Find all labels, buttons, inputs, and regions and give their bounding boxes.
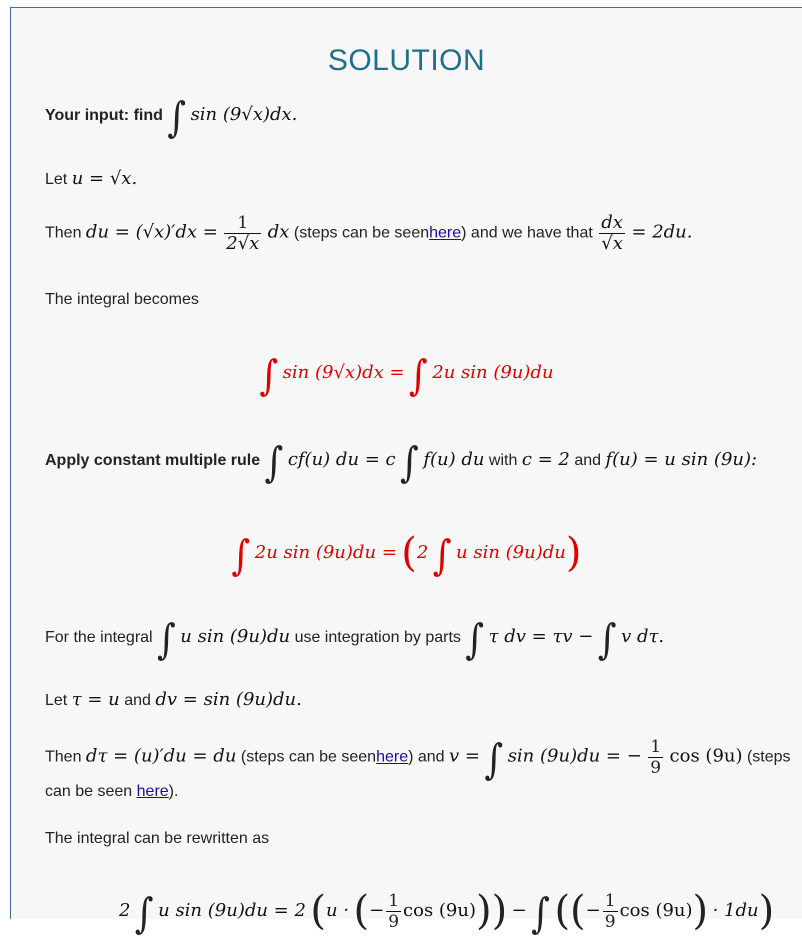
equation-1-rhs: 2u sin (9u)du	[432, 362, 554, 383]
integral-sign: ∫	[259, 352, 279, 401]
u-definition: u = √x.	[71, 168, 138, 189]
sqrtx-denominator: √x	[601, 233, 623, 254]
integration-by-parts-line	[45, 616, 665, 665]
steps-text: (steps can be seen	[240, 748, 377, 766]
v-integral: sin (9u)du = −	[507, 745, 642, 767]
steps-link-1[interactable]: here	[429, 224, 462, 242]
one-ninth-denominator: 9	[650, 758, 662, 778]
right-paren: )	[565, 530, 582, 576]
f-definition: f(u) = u sin (9u):	[605, 449, 758, 470]
substitution-line	[45, 168, 137, 189]
dx-over-sqrtx-fraction	[599, 213, 625, 254]
and-text: and	[124, 692, 151, 709]
one-ninth-denominator: 9	[388, 912, 400, 933]
then-text: Then	[45, 748, 82, 766]
du-fraction	[224, 213, 261, 254]
du-fraction-denominator: 2√x	[226, 233, 260, 254]
integral-sign: ∫	[231, 532, 251, 581]
integral-sign: ∫	[409, 352, 428, 401]
left-paren: (	[353, 888, 370, 934]
parts-integrand: u sin (9u)du	[180, 626, 291, 647]
left-paren: (	[554, 888, 571, 934]
integral-sign: ∫	[264, 439, 284, 488]
integral-sign: ∫	[432, 532, 452, 581]
c-value: c = 2	[521, 449, 570, 470]
cos-term: cos (9u)	[403, 900, 476, 921]
can-be-seen-line	[45, 783, 178, 801]
equation-3-lhs: u sin (9u)du = 2	[158, 900, 306, 921]
for-integral-text: For the integral	[45, 629, 153, 646]
cos-term: cos (9u)	[669, 745, 743, 767]
steps-link-3[interactable]: here	[136, 783, 169, 800]
then-text: Then	[45, 224, 82, 242]
integral-sign: ∫	[484, 736, 504, 784]
let-tau-line	[45, 689, 302, 710]
integral-sign: ∫	[400, 439, 419, 488]
rule-expression-a: cf(u) du = c	[287, 449, 396, 470]
then-dtau-line	[45, 736, 791, 784]
integral-sign: ∫	[134, 890, 154, 938]
constant-multiple-line	[45, 439, 758, 488]
one-ninth-fraction	[603, 891, 618, 932]
integral-sign: ∫	[531, 890, 550, 938]
equation-3-coef: 2	[119, 900, 131, 921]
closing-paren-text: ).	[168, 783, 179, 800]
can-be-seen-text: can be seen	[45, 783, 133, 800]
left-paren: (	[401, 530, 417, 576]
one-ninth-numerator: 1	[604, 891, 616, 912]
rule-label: Apply constant multiple rule	[45, 452, 261, 469]
right-paren: )	[692, 888, 709, 934]
steps-text-end: ) and we have that	[461, 224, 593, 242]
use-parts-text: use integration by parts	[294, 629, 461, 646]
steps-text: (steps can be seen	[293, 224, 430, 242]
let-text: Let	[45, 692, 68, 709]
tau-definition: τ = u	[71, 689, 120, 710]
let-text: Let	[45, 171, 68, 188]
equation-3	[119, 888, 775, 938]
one-ninth-fraction	[386, 891, 401, 932]
one-ninth-fraction	[648, 737, 663, 778]
left-paren: (	[310, 888, 326, 934]
cos-term-2: cos (9u)	[619, 900, 693, 921]
integral-sign: ∫	[465, 616, 485, 665]
du-expression: du = (√x)′dx =	[85, 221, 218, 243]
integral-becomes-text: The integral becomes	[45, 291, 199, 308]
rule-expression-b: f(u) du	[423, 449, 485, 470]
integral-sign: ∫	[167, 94, 187, 143]
equation-2-lhs: 2u sin (9u)du =	[254, 542, 397, 563]
right-paren: )	[758, 888, 775, 934]
parts-formula-a: τ dv = τv −	[488, 626, 594, 647]
dtau-expression: dτ = (u)′du = du	[85, 745, 237, 767]
solution-title: SOLUTION	[327, 44, 486, 77]
one-ninth-numerator: 1	[388, 891, 400, 912]
steps-link-2[interactable]: here	[376, 748, 409, 766]
input-label: Your input: find	[45, 107, 163, 124]
du-fraction-numerator: 1	[224, 213, 261, 234]
integral-sign: ∫	[597, 616, 617, 665]
equation-3-p1: u ·	[326, 900, 350, 921]
parts-formula-b: v dτ.	[621, 626, 665, 647]
with-text: with	[488, 452, 518, 469]
minus-sign: −	[369, 900, 385, 921]
equation-3-minus: −	[511, 900, 527, 921]
and-text: and	[574, 452, 602, 469]
dx-symbol: dx	[267, 221, 290, 243]
equation-2-inner: u sin (9u)du	[456, 542, 566, 563]
rewritten-text: The integral can be rewritten as	[45, 830, 270, 847]
equation-2-coef: 2	[416, 542, 429, 563]
right-paren: )	[476, 888, 492, 934]
solution-panel	[10, 7, 802, 938]
minus-sign: −	[585, 900, 601, 921]
dv-definition: dv = sin (9u)du.	[155, 689, 302, 710]
one-ninth-denominator: 9	[604, 912, 616, 933]
then-du-line	[45, 213, 692, 254]
equation-1	[11, 352, 802, 401]
left-paren: (	[570, 888, 586, 934]
steps-text-c: (steps	[746, 748, 791, 766]
equals-2du: = 2du.	[631, 221, 693, 243]
equation-3-tail: · 1du	[712, 900, 759, 921]
right-paren: )	[491, 888, 508, 934]
equation-2	[11, 530, 802, 581]
equation-1-lhs: sin (9√x)dx =	[282, 362, 405, 383]
integral-sign: ∫	[157, 616, 176, 665]
steps-text-end: ) and	[408, 748, 445, 766]
input-line	[45, 94, 298, 143]
input-expression: sin (9√x)dx.	[190, 104, 298, 125]
v-equals: v =	[449, 745, 481, 767]
dx-numerator: dx	[601, 212, 623, 233]
one-ninth-numerator: 1	[650, 737, 662, 757]
